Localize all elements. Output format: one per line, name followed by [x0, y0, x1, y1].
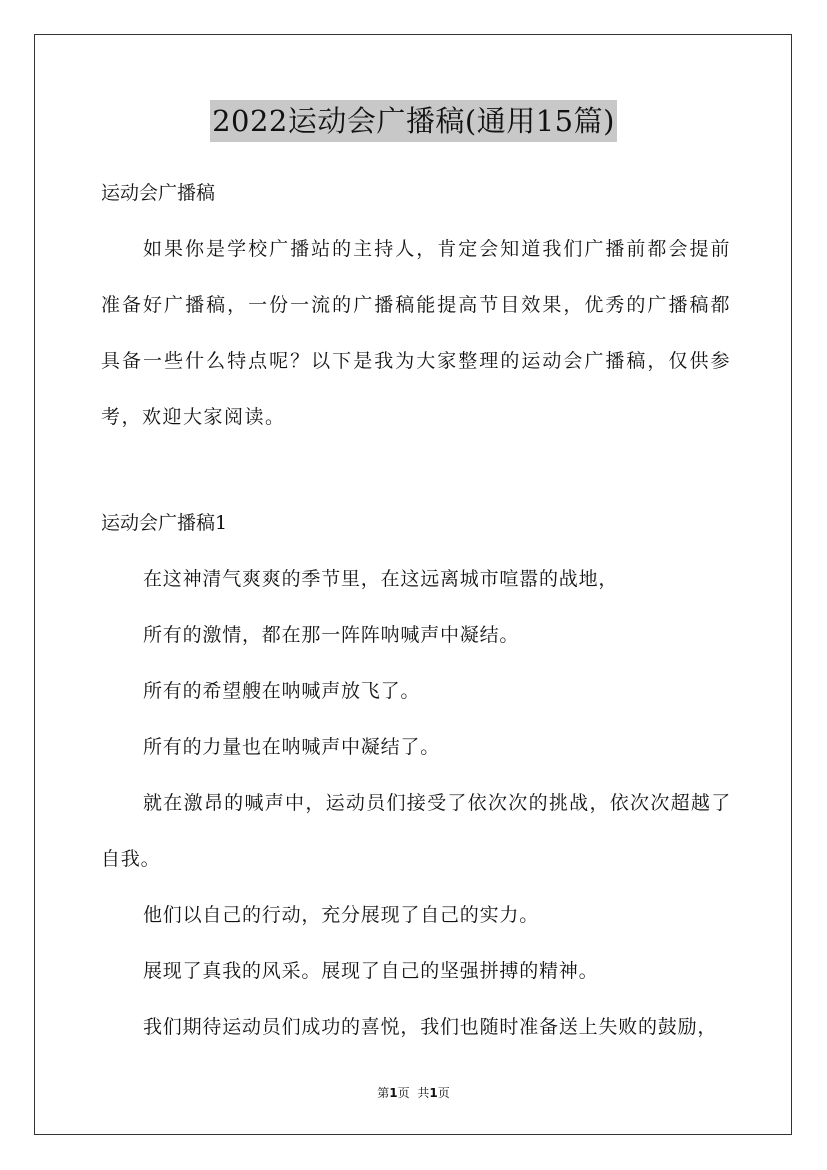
section-1-paragraph: 展现了真我的风采。展现了自己的坚强拼搏的精神。 [143, 960, 599, 982]
intro-paragraph: 如果你是学校广播站的主持人，肯定会知道我们广播前都会提前准备好广播稿，一份一流的广播稿能提高节目效果，优秀的广播稿都具备一些什么特点呢？以下是我为大家整理的运动会广播稿，仅供参考，欢迎大家阅读。 [101, 238, 731, 428]
document-title-container [0, 100, 827, 142]
section-1-paragraph: 所有的激情，都在那一阵阵呐喊声中凝结。 [143, 624, 520, 646]
document-body [101, 165, 731, 1055]
section-1-paragraph: 我们期待运动员们成功的喜悦，我们也随时准备送上失败的鼓励， [143, 1016, 718, 1038]
intro-heading: 运动会广播稿 [101, 182, 216, 204]
section-1-paragraph: 所有的希望艘在呐喊声放飞了。 [143, 680, 421, 702]
document-title: 2022运动会广播稿(通用15篇) [210, 100, 617, 142]
page-number: 1 [389, 1086, 398, 1100]
total-pages-prefix: 共 [417, 1086, 430, 1100]
section-1-heading: 运动会广播稿1 [101, 512, 228, 534]
page-number-suffix: 页 [397, 1086, 410, 1100]
page-footer [0, 1084, 827, 1101]
section-1 [101, 495, 731, 1055]
section-1-paragraph: 他们以自己的行动，充分展现了自己的实力。 [143, 904, 540, 926]
section-1-paragraph: 就在激昂的喊声中，运动员们接受了依次次的挑战，依次次超越了自我。 [101, 792, 731, 870]
total-pages-suffix: 页 [437, 1086, 450, 1100]
section-1-paragraph: 在这神清气爽爽的季节里，在这远离城市喧嚣的战地， [143, 568, 619, 590]
section-1-paragraph: 所有的力量也在呐喊声中凝结了。 [143, 736, 441, 758]
total-pages: 1 [429, 1086, 438, 1100]
page-number-prefix: 第 [377, 1086, 390, 1100]
